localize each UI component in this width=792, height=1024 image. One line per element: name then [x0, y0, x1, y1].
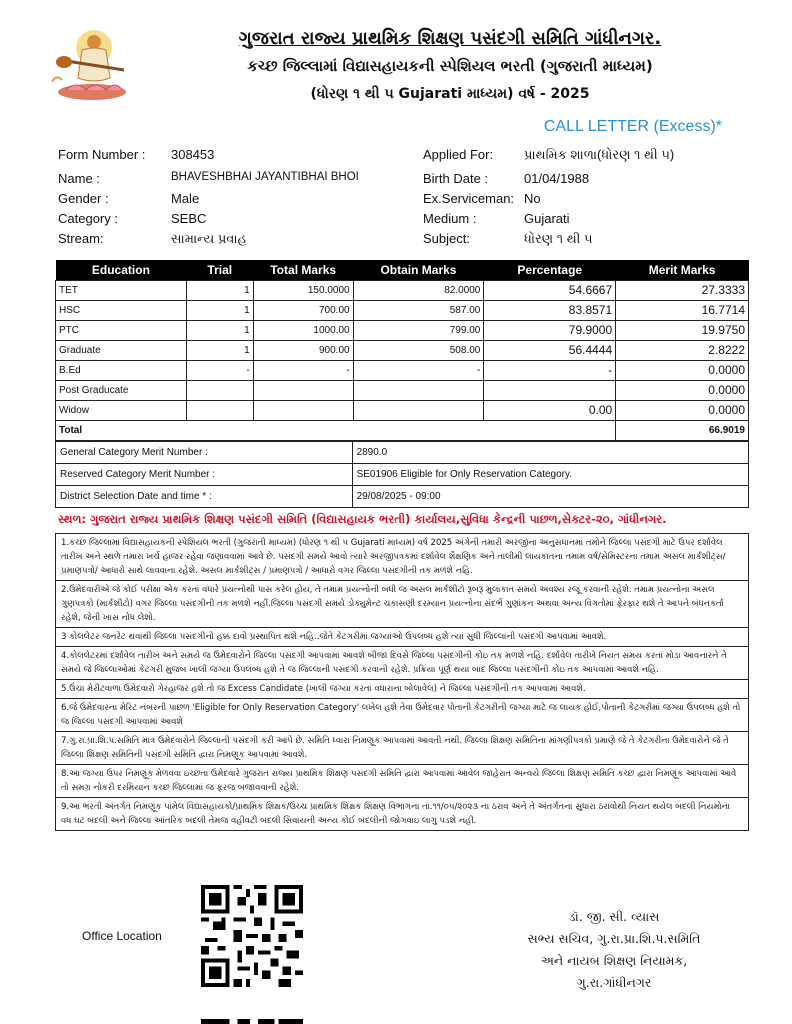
cell: 900.00: [253, 340, 353, 360]
venue-line: સ્થળ: ગુજરાત રાજ્ય પ્રાથમિક શિક્ષણ પસંદગી સમિતિ (વિદ્યાસહાયક ભરતી) કાર્યાલય,સુવિધા કેન્દ્રની પાછળ,સેક્ટર-૨૦, ગાંધીનગર.: [58, 512, 667, 526]
form-number-label: Form Number :: [58, 147, 146, 162]
table-row: [56, 320, 749, 340]
cell: 56.4444: [484, 340, 616, 360]
cell: PTC: [56, 320, 187, 340]
district-selection-value: 29/08/2025 - 09:00: [352, 486, 748, 508]
merit-info-table: [55, 441, 749, 508]
marks-header-row: [56, 260, 749, 280]
cell: 0.0000: [616, 380, 749, 400]
category-value: SEBC: [171, 211, 207, 226]
standard-year-title: (ધોરણ ૧ થી ૫ Gujarati માધ્યમ) વર્ષ - 2025: [310, 86, 590, 102]
cell: 0.0000: [616, 360, 749, 380]
total-row: [56, 420, 749, 440]
signatory-name: ડૉ. જી. સી. વ્યાસ: [568, 909, 660, 924]
gender-value: Male: [171, 191, 200, 206]
cell: [353, 380, 484, 400]
table-row: [56, 464, 749, 486]
office-location-qr-code[interactable]: [201, 885, 303, 987]
gender-label: Gender :: [58, 191, 109, 206]
cell: 54.6667: [484, 280, 616, 300]
table-row: [56, 380, 749, 400]
cell: 19.9750: [616, 320, 749, 340]
cell: 0.0000: [616, 400, 749, 420]
table-row: [56, 360, 749, 380]
cell: B.Ed: [56, 360, 187, 380]
ex-serviceman-value: No: [524, 191, 541, 206]
recruitment-title: કચ્છ જિલ્લામાં વિદ્યાસહાયકની સ્પેશિયલ ભરતી (ગુજરાતી માધ્યમ): [247, 57, 653, 75]
call-letter-title: CALL LETTER (Excess)*: [543, 118, 722, 135]
birth-date-label: Birth Date :: [423, 171, 489, 186]
general-merit-value: 2890.0: [352, 442, 748, 464]
form-number-value: 308453: [171, 147, 215, 162]
medium-label: Medium :: [423, 211, 477, 226]
marks-table: [55, 260, 749, 441]
cell: HSC: [56, 300, 187, 320]
birth-date-value: 01/04/1988: [524, 171, 590, 186]
table-row: [56, 340, 749, 360]
district-selection-label: District Selection Date and time * :: [56, 486, 353, 508]
cell: Widow: [56, 400, 187, 420]
cell: -: [353, 360, 484, 380]
office-location-label: Office Location: [82, 929, 162, 943]
reserved-merit-value: SE01906 Eligible for Only Reservation Category.: [352, 464, 748, 486]
cell: -: [186, 360, 253, 380]
table-row: [56, 400, 749, 420]
subject-value: ધોરણ ૧ થી ૫: [524, 231, 593, 246]
instruction-item: 1.કચ્છ જિલ્લામાં વિદ્યાસહાયકની સ્પેશિયલ ભરતી (ગુજરાતી માધ્યમ) (ધોરણ ૧ થી ૫ Gujarati માધ્યમ) વર્ષ 2025 અંગેની તમારી અરજીના અનુસંધાનમાં તમોને જિલ્લા પસંદગી માટે ઉપર દર્શાવેલ તારીખ અને સ્થળે તમારા ખર્ચે હાજર રહેવા જણાવવામાં આવે છે. પસંદગી સમયે આવો ત્યારે અરજીપત્રકમાં દર્શાવેલ શૈક્ષણિક અને તાલીમી લાયકાતના તમામ વર્ષ/સેમિસ્ટરના તમામ અસલ માર્કશીટ્સ/પ્રમાણપત્રો/ આધારો સાથે લાવવાના રહેશે. અસલ માર્કશીટ્સ / પ્રમાણપત્રો / આધારો વગર જિલ્લા પસંદગીની તક મળશે નહિ.: [56, 534, 748, 581]
cell: [186, 380, 253, 400]
qr-code-partial: [201, 1018, 303, 1024]
cell: 27.3333: [616, 280, 749, 300]
instruction-item: 5.ઉંચા મેરીટવાળા ઉમેદવારો ગેરહાજર હશે તો જ Excess Candidate (ખાલી જગ્યા કરતાં વધારાના બોલાવેલ) ને જિલ્લા પસંદગીની તક આપવામાં આવશે.: [56, 680, 748, 699]
cell: 0.00: [484, 400, 616, 420]
stream-value: સામાન્ય પ્રવાહ: [171, 231, 247, 246]
general-merit-label: General Category Merit Number :: [56, 442, 353, 464]
instruction-item: 6.જે ઉમેદવારના મેરિટ નંબરની પાછળ 'Eligible for Only Reservation Category' લખેલ હશે તેવા ઉમેદવાર પોતાની કેટગરીની જગ્યા માટે જ લાયક હોઈ,પોતાની કેટગરીમાં જગ્યા ઉપલબ્ધ હશે તો જ જિલ્લા પસંદગી આપવામાં આવશે: [56, 699, 748, 732]
cell: 1: [186, 340, 253, 360]
instruction-item: 3 કોલલેટર જનરેટ થવાથી જિલ્લા પસંદગીનો હક્ક દાવો પ્રસ્થાપિત થશે નહિ..જેતે કેટગરીમાં જગ્યાઓ ઉપલબ્ધ હશે ત્યાં સુધી જિલ્લાની પસંદગી આપવામાં આવશે.: [56, 628, 748, 647]
instruction-item: 4.કોલલેટરમાં દર્શાવેલ તારીખ અને સમયે જ ઉમેદવારોને જિલ્લા પસંદગી આપવામાં આવશે બીજા દિવસે જિલ્લા પસંદગીની કોઇ તક મળશે નહિ. દર્શાવેલ તારીખે નિયત સમય કરતાં મોડા આવનારને તે સમયે જે જિલ્લાઓમાં કેટગરી મુજબ ખાલી જગ્યા ઉપલબ્ધ હશે તે જ જિલ્લાની પસંદગી કરવાની રહેશે. પ્રક્રિયા પૂર્ણ થયા બાદ જિલ્લા પસંદગીની કોઇ તક આપવામાં આવશે નહિ.: [56, 647, 748, 680]
col-header: Education: [56, 260, 187, 280]
table-row: [56, 442, 749, 464]
cell: 587.00: [353, 300, 484, 320]
cell: TET: [56, 280, 187, 300]
board-title: ગુજરાત રાજ્ય પ્રાથમિક શિક્ષણ પસંદગી સમિતિ ગાંધીનગર.: [238, 28, 662, 49]
name-label: Name :: [58, 171, 100, 186]
cell: 1000.00: [253, 320, 353, 340]
col-header: Merit Marks: [616, 260, 749, 280]
cell: 1: [186, 280, 253, 300]
total-label: Total: [56, 420, 616, 440]
stream-label: Stream:: [58, 231, 104, 246]
cell: 16.7714: [616, 300, 749, 320]
medium-value: Gujarati: [524, 211, 570, 226]
applied-for-label: Applied For:: [423, 147, 494, 162]
cell: 508.00: [353, 340, 484, 360]
instruction-item: 9.આ ભરતી અંતર્ગત નિમણૂંક પામેલ વિદ્યાસહાયકો/પ્રાથમિક શિક્ષક/ઉચ્ચ પ્રાથમિક શિક્ષક શિક્ષણ વિભાગના તા.૧૧/૦૫/૨૦૨૩ ના ઠરાવ અને તે અંતર્ગતના સુધારા ઠરાવોથી નિયત થયેલ બદલી નિયમોના વધ ઘટ બદલી અને જિલ્લા આંતરિક બદલી તેમજ વહીવટી બદલી સિવાયની અન્ય કોઈ બદલીની જોગવાઇ લાગુ પડશે નહી.: [61, 802, 731, 826]
cell: 799.00: [353, 320, 484, 340]
name-value: BHAVESHBHAI JAYANTIBHAI BHOI: [171, 171, 359, 183]
cell: 700.00: [253, 300, 353, 320]
col-header: Obtain Marks: [353, 260, 484, 280]
col-header: Percentage: [484, 260, 616, 280]
col-header: Total Marks: [253, 260, 353, 280]
category-label: Category :: [58, 211, 118, 226]
cell: Post Graducate: [56, 380, 187, 400]
cell: -: [253, 360, 353, 380]
instruction-item: 2.ઉમેદવારીએ જે કોઈ પરીક્ષા એક કરતાં વધારે પ્રયત્નોથી પાસ કરેલ હોય, તે તમામ પ્રયત્નોની બધી જ અસલ માર્કશીટો રૂબરૂ મુલાકાત સમયે અવશ્ય રજૂ કરવાની રહેશે. તમામ પ્રયત્નોના અસલ ગુણપત્રકો (માર્કશીટો) વગર જિલ્લા પસંદગીની તક મળશે નહીં.જિલ્લા પસંદગી સમયે ડોક્યુમેન્ટ ચકાસણી દરમ્યાન પ્રયત્નોના સંદર્ભે ગુણાંકન અથવા અન્ય વિગતોમાં ફેરફાર થશે તે આપને બંધનકર્તા રહેશે, જેની ખાસ નોંધ લેશો.: [56, 581, 748, 628]
ex-serviceman-label: Ex.Serviceman:: [423, 191, 515, 206]
table-row: [56, 280, 749, 300]
cell: 2.8222: [616, 340, 749, 360]
cell: -: [484, 360, 616, 380]
cell: [484, 380, 616, 400]
signatory-designation: અને નાયબ શિક્ષણ નિયામક,: [540, 953, 688, 968]
total-value: 66.9019: [616, 420, 749, 440]
saraswati-logo: [46, 20, 138, 106]
cell: 1: [186, 300, 253, 320]
instruction-item: 8.આ જગ્યા ઉપર નિમણૂંક મેળવવા ઇચ્છતા ઉમેદવારે ગુજરાત રાજ્ય પ્રાથમિક શિક્ષણ પસંદગી સમિતિ દ્વારા આપવામાં આવેલ જાહેરાત અન્વયે જિલ્લા શિક્ષણ સમિતિ કચ્છ દ્વારા નિમણૂંક આપવામાં આવે તો સમગ્ર નોકરી દરમિયાન કચ્છ જિલ્લામાં જ ફરજ બજાવવાની રહેશે.: [56, 765, 748, 798]
cell: [253, 380, 353, 400]
signatory-designation: સભ્ય સચિવ, ગુ.રા.પ્રા.શિ.પ.સમિતિ: [527, 931, 701, 946]
signature-block: [514, 906, 714, 994]
instruction-item: 7.ગુ.રા.પ્રા.શિ.પ.સમિતિ માત્ર ઉમેદવારોને જિલ્લાની પસંદગી કરી આપે છે. સમિતિ ધ્વારા નિમણૂક આપવામાં આવતી નથી. જિલ્લા શિક્ષણ સમિતિના માંગણીપત્રકો પ્રમાણે જે તે કેટગરીના ઉમેદવારોને જે તે જિલ્લા શિક્ષણ સમિતિની પસંદગી સમિતિ દ્વારા નિમણૂક આપવામાં આવશે.: [56, 732, 748, 765]
cell: Graduate: [56, 340, 187, 360]
signatory-office: ગુ.રા.ગાંધીનગર: [576, 975, 652, 990]
cell: 79.9000: [484, 320, 616, 340]
applied-for-value: પ્રાથમિક શાળા(ધોરણ ૧ થી ૫): [524, 147, 675, 162]
cell: [253, 400, 353, 420]
cell: 150.0000: [253, 280, 353, 300]
cell: 1: [186, 320, 253, 340]
cell: 83.8571: [484, 300, 616, 320]
reserved-merit-label: Reserved Category Merit Number :: [56, 464, 353, 486]
cell: [186, 400, 253, 420]
cell: 82.0000: [353, 280, 484, 300]
table-row: [56, 486, 749, 508]
subject-label: Subject:: [423, 231, 470, 246]
cell: [353, 400, 484, 420]
table-row: [56, 300, 749, 320]
col-header: Trial: [186, 260, 253, 280]
instructions: [55, 533, 749, 831]
